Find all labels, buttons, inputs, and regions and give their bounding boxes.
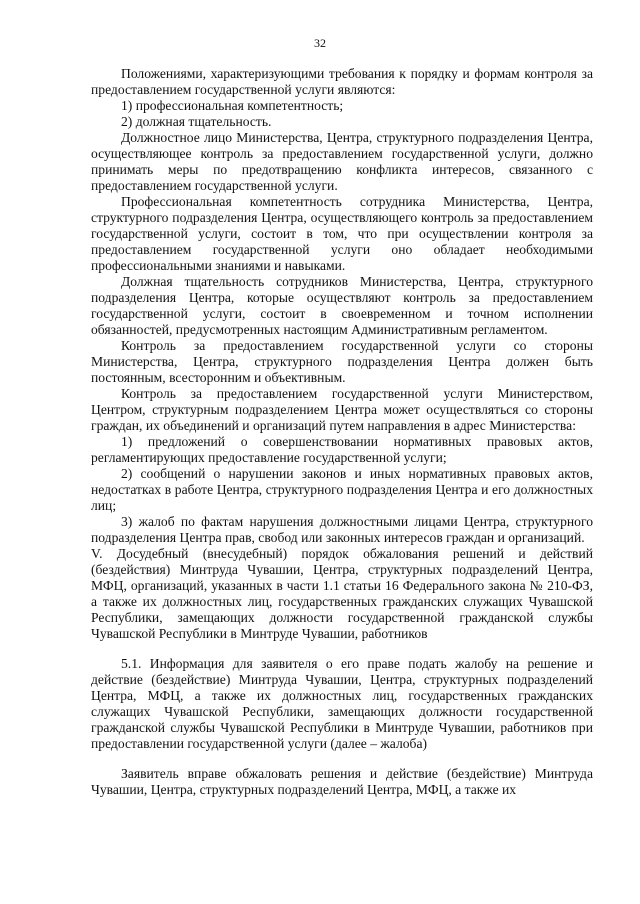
section-heading: V. Досудебный (внесудебный) порядок обжалования решений и действий (бездействия) Минтруда Чувашии, Центра, структурных подразделений Центра, МФЦ, организаций, указанных в части 1.1 статьи 16 Федерального закона № 210-ФЗ, а также их должностных лиц, государственных гражданских служащих Чувашской Республики, замещающих должности государственной гражданской службы Чувашской Республики в Минтруде Чувашии, работников	[91, 546, 593, 641]
page-number: 32	[314, 36, 326, 50]
paragraph: Должная тщательность сотрудников Министерства, Центра, структурного подразделения Центра, которые осуществляют контроль за предоставлением государственной услуги, состоит в своевременном и точном исполнении обязанностей, предусмотренных настоящим Административным регламентом.	[91, 274, 593, 337]
paragraph: Контроль за предоставлением государственной услуги Министерством, Центром, структурным подразделением Центра может осуществляться со стороны граждан, их объединений и организаций путем направления в адрес Министерства:	[91, 386, 593, 433]
paragraph: Положениями, характеризующими требования к порядку и формам контроля за предоставлением государственной услуги являются:	[91, 66, 593, 97]
paragraph-5-1: 5.1. Информация для заявителя о его праве подать жалобу на решение и действие (бездействие) Минтруда Чувашии, Центра, структурных подразделений Центра, МФЦ, а также их должностных лиц, государственных гражданских служащих Чувашской Республики, замещающих должности государственной гражданской службы Чувашской Республики в Минтруде Чувашии, работников при предоставлении государственной услуги (далее – жалоба)	[91, 656, 593, 751]
paragraph: Должностное лицо Министерства, Центра, структурного подразделения Центра, осуществляющее контроль за предоставлением государственной услуги, должно принимать меры по предотвращению конфликта интересов, связанного с предоставлением государственной услуги.	[91, 130, 593, 193]
paragraph: Контроль за предоставлением государственной услуги со стороны Министерства, Центра, структурного подразделения Центра должен быть постоянным, всесторонним и объективным.	[91, 338, 593, 385]
list-item: 2) сообщений о нарушении законов и иных нормативных правовых актов, недостатках в работе Центра, структурного подразделения Центра и его должностных лиц;	[91, 466, 593, 513]
paragraph: Заявитель вправе обжаловать решения и действие (бездействие) Минтруда Чувашии, Центра, структурных подразделений Центра, МФЦ, а также их	[91, 766, 593, 797]
list-item: 2) должная тщательность.	[121, 114, 272, 129]
list-item: 1) профессиональная компетентность;	[121, 98, 344, 113]
paragraph: Профессиональная компетентность сотрудника Министерства, Центра, структурного подразделения Центра, осуществляющего контроль за предоставлением государственной услуги, состоит в том, что при осуществлении контроля за предоставлением государственной услуги оно обладает необходимыми профессиональными знаниями и навыками.	[91, 194, 593, 273]
list-item: 1) предложений о совершенствовании нормативных правовых актов, регламентирующих предоставление государственной услуги;	[91, 434, 593, 465]
document-body	[91, 66, 593, 798]
list-item: 3) жалоб по фактам нарушения должностными лицами Центра, структурного подразделения Центра прав, свобод или законных интересов граждан и организаций.	[91, 514, 593, 545]
